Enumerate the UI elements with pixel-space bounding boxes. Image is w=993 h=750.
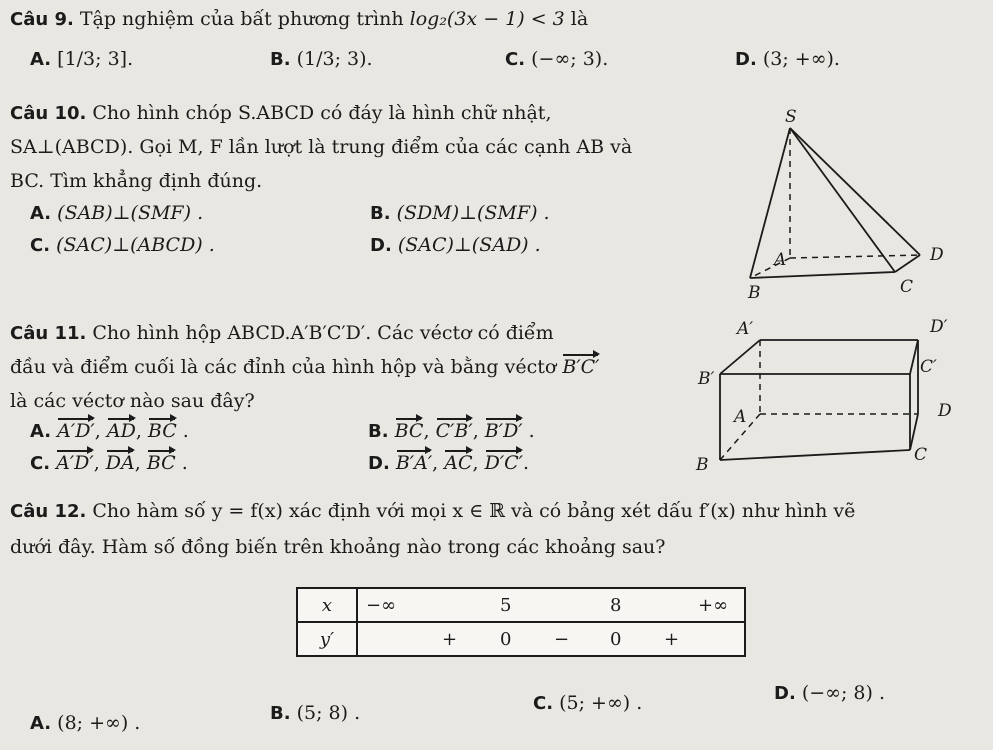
label-b: B <box>696 455 709 475</box>
x-critical-8: 8 <box>610 595 622 616</box>
sign-table-x-head: x <box>297 588 357 622</box>
q9-stem <box>10 8 588 30</box>
label-b: B <box>748 283 761 300</box>
sign-plus-1: + <box>442 629 458 650</box>
edge-cd <box>895 255 920 272</box>
q10-line2: SA⊥(ABCD). Gọi M, F lần lượt là trung điểm của các cạnh AB và <box>10 136 633 158</box>
label-d-prime: D′ <box>930 317 948 337</box>
q11-line3: là các véctơ nào sau đây? <box>10 390 255 412</box>
q10-line3: BC. Tìm khẳng định đúng. <box>10 170 263 192</box>
edge-a1b1 <box>720 340 760 374</box>
q10-option-c[interactable]: C. (SAC)⊥(ABCD) . <box>30 234 215 256</box>
q11-label: Câu 11. <box>10 323 87 344</box>
q12-line2: dưới đây. Hàm số đồng biến trên khoảng nào trong các khoảng sau? <box>10 536 666 558</box>
q11-line2: đầu và điểm cuối là các đỉnh của hình hộp và bằng véctơ B′C′ <box>10 356 600 378</box>
edge-d1c1 <box>910 340 918 374</box>
q12-option-d[interactable]: D. (−∞; 8) . <box>774 682 886 704</box>
label-d: D <box>930 245 944 265</box>
q11-line1: Câu 11. Cho hình hộp ABCD.A′B′C′D′. Các véctơ có điểm <box>10 322 554 344</box>
label-b-prime: B′ <box>698 369 715 389</box>
x-minus-infinity: −∞ <box>366 595 397 616</box>
label-c: C <box>900 277 914 297</box>
q9-inequality: log₂(3x − 1) < 3 <box>409 8 565 30</box>
edge-ad-hidden <box>790 255 920 258</box>
pyramid-figure <box>730 100 960 300</box>
edge-bc <box>720 450 910 460</box>
sign-table-y-head: y′ <box>297 622 357 656</box>
x-plus-infinity: +∞ <box>698 595 729 616</box>
q11-target-vector: B′C′ <box>562 356 600 378</box>
q10-line1: Câu 10. Cho hình chóp S.ABCD có đáy là hình chữ nhật, <box>10 102 552 124</box>
q9-stem-suffix: là <box>570 8 589 30</box>
sign-zero-1: 0 <box>500 629 512 650</box>
sign-table-row-x <box>297 588 745 622</box>
q11-option-d[interactable]: D. B′A′, AC, D′C′. <box>368 452 530 474</box>
label-d: D <box>938 401 952 421</box>
q9-option-a[interactable]: A. [1/3; 3]. <box>30 48 134 70</box>
sign-table-row-y <box>297 622 745 656</box>
q12-option-a[interactable]: A. (8; +∞) . <box>30 712 141 734</box>
q10-option-d[interactable]: D. (SAC)⊥(SAD) . <box>370 234 541 256</box>
q9-label: Câu 9. <box>10 9 74 30</box>
sign-plus-2: + <box>664 629 680 650</box>
parallelepiped-figure <box>692 312 972 482</box>
sign-zero-2: 0 <box>610 629 622 650</box>
label-a: A <box>734 407 747 427</box>
edge-bc <box>750 272 895 278</box>
label-a-prime: A′ <box>737 319 754 339</box>
q9-option-c[interactable]: C. (−∞; 3). <box>505 48 609 70</box>
label-a: A <box>774 250 787 270</box>
q12-label: Câu 12. <box>10 501 87 522</box>
x-critical-5: 5 <box>500 595 512 616</box>
q12-option-c[interactable]: C. (5; +∞) . <box>533 692 643 714</box>
sign-table <box>296 587 746 657</box>
label-c-prime: C′ <box>920 357 937 377</box>
q11-option-c[interactable]: C. A′D′, DA, BC . <box>30 452 188 474</box>
label-c: C <box>914 445 928 465</box>
q9-option-d[interactable]: D. (3; +∞). <box>735 48 840 70</box>
q10-option-a[interactable]: A. (SAB)⊥(SMF) . <box>30 202 204 224</box>
label-s: S <box>785 107 797 127</box>
edge-sc <box>790 128 895 272</box>
sign-minus: − <box>554 629 570 650</box>
q12-line1: Câu 12. Cho hàm số y = f(x) xác định với mọi x ∈ ℝ và có bảng xét dấu f′(x) như hình vẽ <box>10 500 856 522</box>
edge-sd <box>790 128 920 255</box>
q10-label: Câu 10. <box>10 103 87 124</box>
q11-option-a[interactable]: A. A′D′, AD, BC . <box>30 420 189 442</box>
q9-stem-prefix: Tập nghiệm của bất phương trình <box>79 8 404 30</box>
q10-option-b[interactable]: B. (SDM)⊥(SMF) . <box>370 202 550 224</box>
q9-option-b[interactable]: B. (1/3; 3). <box>270 48 373 70</box>
q11-option-b[interactable]: B. BC, C′B′, B′D′ . <box>368 420 535 442</box>
q12-option-b[interactable]: B. (5; 8) . <box>270 702 361 724</box>
